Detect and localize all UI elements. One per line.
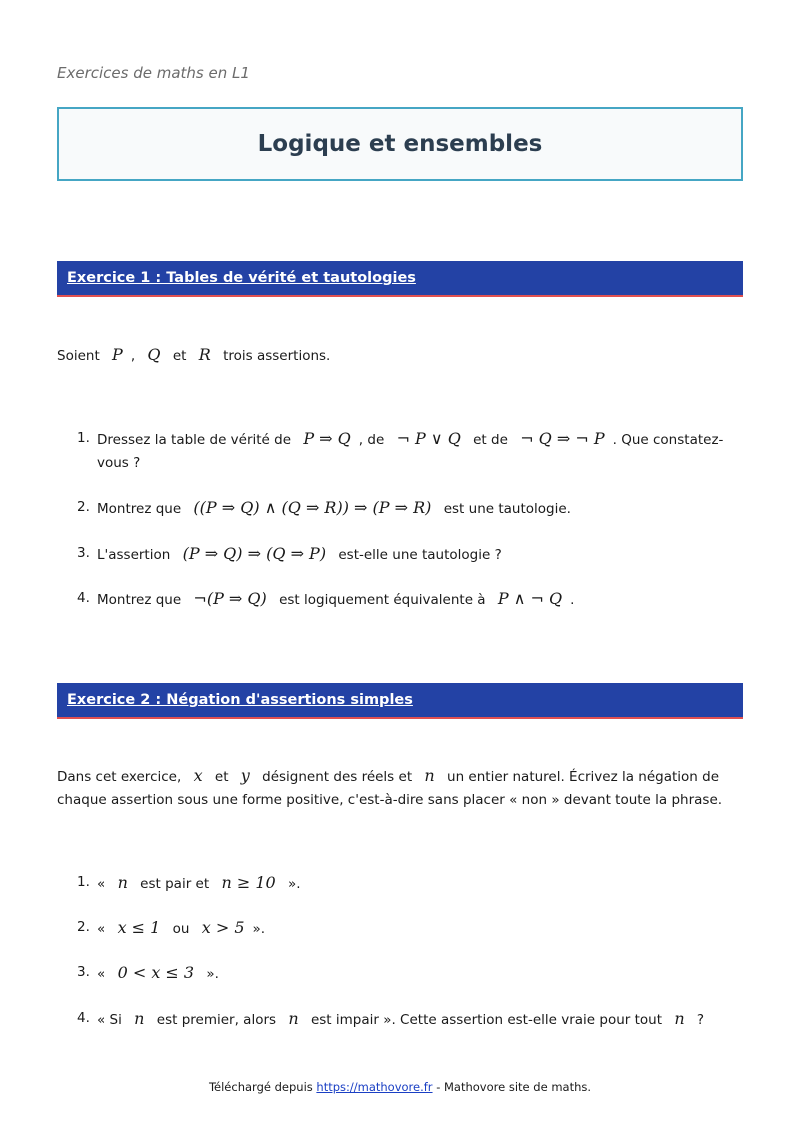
item-number: 2. (77, 499, 90, 515)
item-text: est pair et (140, 876, 210, 892)
math-expression: P ⇒ Q (303, 429, 351, 448)
item-number: 4. (77, 1010, 90, 1026)
exercise-1-intro (57, 343, 743, 368)
item-number: 3. (77, 545, 90, 561)
math-R: R (198, 345, 211, 364)
exercise-1-header (57, 261, 743, 297)
intro-text: Soient (57, 348, 100, 364)
math-P: P (112, 345, 123, 364)
footer-link[interactable]: https://mathovore.fr (316, 1080, 433, 1094)
item-text: ? (696, 1012, 705, 1028)
intro-text: et (214, 769, 229, 785)
intro-text: un entier naturel. Écrivez la négation de chaque assertion sous une forme positive, c'est-à-dire sans placer « non » devant toute la phrase. (57, 769, 723, 808)
item-text: ou (172, 921, 190, 937)
math-expression: x ≤ 1 (117, 918, 161, 937)
math-expression: P ∧ ¬ Q (497, 589, 563, 608)
title-box (57, 107, 743, 181)
item-text: . Que constatez-vous ? (97, 432, 724, 471)
item-number: 1. (77, 430, 90, 446)
intro-text: Dans cet exercice, (57, 769, 182, 785)
item-text: Montrez que (97, 592, 182, 608)
math-expression: n ≥ 10 (221, 873, 276, 892)
math-expression: n (674, 1009, 685, 1028)
footer-prefix: Téléchargé depuis (208, 1080, 313, 1094)
item-text: est une tautologie. (443, 501, 571, 517)
item-text: ». (252, 921, 266, 937)
item-text: « Si (97, 1012, 122, 1028)
item-text: ». (287, 876, 301, 892)
exercise-2-heading: Exercice 2 : Négation d'assertions simples (67, 692, 413, 708)
math-x: x (193, 766, 203, 785)
math-y: y (240, 766, 250, 785)
exercise-2-header (57, 683, 743, 719)
item-text: est logiquement équivalente à (279, 592, 486, 608)
exercise-2-intro (57, 764, 743, 812)
item-text: et de (473, 432, 508, 448)
math-expression: (P ⇒ Q) ⇒ (Q ⇒ P) (182, 544, 327, 563)
item-text: L'assertion (97, 547, 171, 563)
item-text: est impair ». Cette assertion est-elle vraie pour tout (310, 1012, 663, 1028)
item-text: est premier, alors (156, 1012, 277, 1028)
intro-text: désignent des réels et (262, 769, 413, 785)
math-expression: 0 < x ≤ 3 (117, 963, 195, 982)
math-n: n (424, 766, 435, 785)
item-text: ». (206, 966, 219, 982)
page-title: Logique et ensembles (257, 131, 543, 157)
item-number: 4. (77, 590, 90, 606)
math-expression: ¬ Q ⇒ ¬ P (520, 429, 605, 448)
math-expression: ((P ⇒ Q) ∧ (Q ⇒ R)) ⇒ (P ⇒ R) (193, 498, 432, 517)
math-expression: n (288, 1009, 299, 1028)
item-text: , de (358, 432, 385, 448)
item-number: 1. (77, 874, 90, 890)
intro-text: , (130, 348, 136, 364)
item-text: « (97, 876, 106, 892)
math-expression: n (134, 1009, 145, 1028)
math-Q: Q (147, 345, 161, 364)
math-expression: n (117, 873, 128, 892)
item-text: « (97, 921, 106, 937)
intro-text: trois assertions. (223, 348, 331, 364)
page-footer (0, 1080, 800, 1094)
item-number: 2. (77, 919, 90, 935)
course-subtitle: Exercices de maths en L1 (57, 64, 250, 82)
item-text: Montrez que (97, 501, 182, 517)
item-number: 3. (77, 964, 90, 980)
intro-text: et (172, 348, 187, 364)
item-text: est-elle une tautologie ? (338, 547, 502, 563)
math-expression: ¬ P ∨ Q (396, 429, 461, 448)
item-text: « (97, 966, 106, 982)
item-text: . (570, 592, 575, 608)
math-expression: x > 5 (201, 918, 245, 937)
item-text: Dressez la table de vérité de (97, 432, 292, 448)
footer-suffix: - Mathovore site de maths. (436, 1080, 592, 1094)
exercise-1-heading: Exercice 1 : Tables de vérité et tautologies (67, 270, 416, 286)
math-expression: ¬(P ⇒ Q) (193, 589, 267, 608)
